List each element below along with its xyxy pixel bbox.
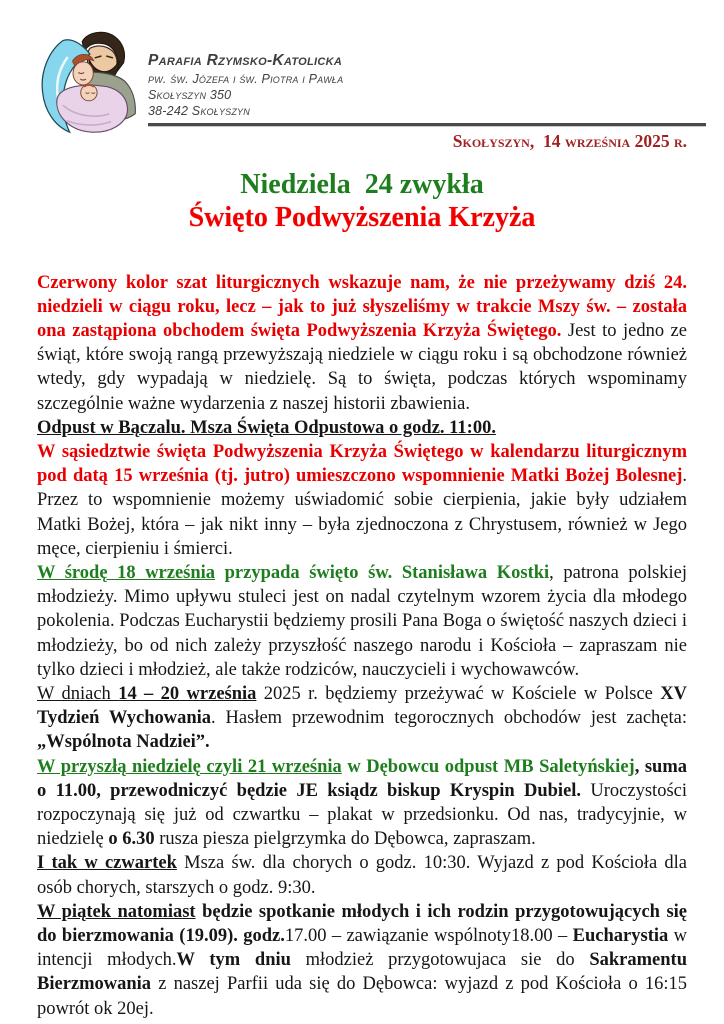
text-run: W przyszłą niedzielę czyli 21 września	[37, 756, 342, 777]
text-run: Msza św. dla chorych o godz. 10:30. Wyjazd z pod Kościoła dla osób chorych, starszych o godz. 9:30.	[37, 853, 687, 898]
holy-family-icon	[34, 28, 140, 138]
header-rule	[148, 123, 706, 126]
text-run: 14 – 20 września	[118, 684, 257, 705]
text-run: Sakramentu Bierzmowania	[37, 950, 688, 995]
text-run: W piątek natomiast	[37, 901, 196, 922]
text-run: W dniach	[37, 684, 119, 705]
paragraph	[37, 561, 687, 682]
text-run: , patrona polskiej młodzieży. Mimo upływu stuleci jest on nadal czytelnym wzorem życia dla młodego pokolenia. Podczas Eucharystii będziemy prosili Pana Boga o świętość naszych dzieci i młodzieży, bo od nich zależy przyszłość naszego narodu i Kościoła – zapraszam nie tylko dzieci i młodzież, ale także rodziców, nauczycieli i wychowawców.	[37, 563, 687, 680]
parish-dedication: pw. św. Józefa i św. Piotra i Pawła	[148, 71, 344, 86]
text-run: W tym dniu	[176, 950, 291, 971]
text-run: w Dębowcu odpust MB Saletyńskiej	[341, 756, 635, 777]
text-run: . Przez to wspomnienie możemy uświadomić sobie cierpienia, jakie były udziałem Matki Bożej, która – jak nikt inny – była zjednoczona z Chrystusem, również w Jego męce, cierpieniu i śmierci.	[37, 466, 687, 559]
text-run: . Hasłem przewodnim tegorocznych obchodów jest zachęta:	[211, 708, 688, 729]
paragraph	[37, 755, 687, 852]
text-run: z naszej Parfii uda się do Dębowca: wyjazd z pod Kościoła o 16:15 powrót ok 20ej.	[37, 974, 687, 1019]
paragraph	[37, 440, 687, 561]
text-run: 17.00 – zawiązanie wspólnoty18.00 –	[284, 926, 573, 947]
bulletin-body	[37, 271, 687, 1021]
parish-address-street: Skołyszyn 350	[148, 87, 232, 102]
text-run: XV Tydzień Wychowania	[37, 684, 687, 729]
paragraph	[37, 851, 687, 899]
paragraph	[37, 900, 687, 1021]
text-run: Odpust w Bączalu. Msza Święta Odpustowa o godz. 11:00.	[37, 417, 496, 438]
text-run: będzie spotkanie młodych i ich rodzin przygotowujących się do bierzmowania (19.09). godz.	[37, 901, 688, 947]
text-run: W sąsiedztwie święta Podwyższenia Krzyża Świętego w kalendarzu liturgicznym pod datą 15 września (tj. jutro) umieszczono wspomnienie Matki Bożej Bolesnej	[37, 442, 687, 487]
text-run: przypada święto św. Stanisława Kostki	[215, 563, 550, 584]
dateline: Skołyszyn, 14 września 2025 r.	[452, 130, 687, 151]
text-run: „Wspólnota Nadziei”.	[37, 732, 210, 753]
text-run: 2025 r. będziemy przeżywać w Kościele w Polsce	[256, 684, 661, 705]
text-run: W środę 18 września	[37, 563, 216, 584]
parish-address-city: 38-242 Skołyszyn	[148, 103, 250, 118]
text-run: Jest to jedno ze świąt, które swoją rangą przewyższają niedziele w ciągu roku i są obchodzone również wtedy, gdy wypadają w niedzielę. Są to święta, podczas których wspominamy szczególnie ważne wydarzenia z naszej historii zbawienia.	[37, 321, 687, 414]
letterhead	[0, 0, 724, 152]
paragraph	[37, 416, 687, 440]
text-run: młodzież przygotowujaca sie do	[290, 950, 590, 971]
letterhead-text	[148, 28, 706, 152]
text-run: w intencji młodych.	[37, 926, 687, 971]
text-run: Czerwony kolor szat liturgicznych wskazuje nam, że nie przeżywamy dziś 24. niedzieli w ciągu roku, lecz – jak to już słyszeliśmy w trakcie Mszy św. – została ona zastąpiona obchodem święta Podwyższenia Krzyża Świętego.	[37, 272, 687, 341]
text-run: o 6.30	[108, 829, 155, 850]
text-run: rusza piesza pielgrzymka do Dębowca, zapraszam.	[154, 829, 536, 850]
text-run: Eucharystia	[572, 926, 669, 947]
text-run: Uroczystości rozpoczynają się już od czwartku – plakat w przedsionku. Od nas, tradycyjnie, w niedzielę	[37, 780, 687, 850]
paragraph	[37, 271, 687, 416]
title-feast: Święto Podwyższenia Krzyża	[188, 201, 536, 233]
title-sunday: Niedziela 24 zwykła	[240, 168, 484, 200]
paragraph	[37, 682, 687, 755]
text-run: , suma o 11.00, przewodniczyć będzie JE ksiądz biskup Kryspin Dubiel.	[37, 756, 687, 801]
parish-name: Parafia Rzymsko-Katolicka	[148, 52, 343, 69]
text-run: I tak w czwartek	[37, 853, 177, 874]
